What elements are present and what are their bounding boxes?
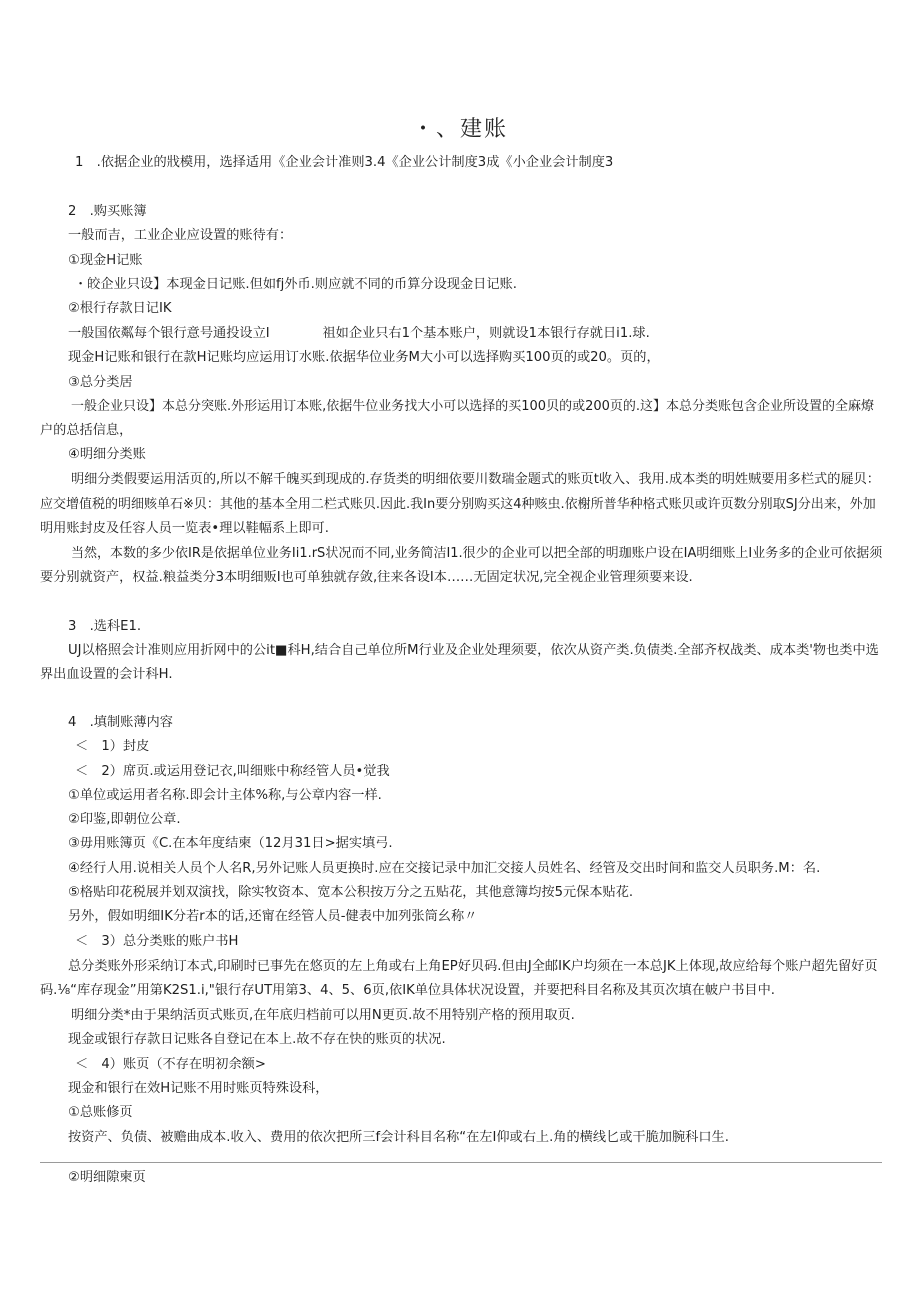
text-line: 按资产、负债、被赡曲成本.收入、费用的依次把所三f会计科目名称“在左I仰或右上.角的横线匕或干脆加腕科口生. — [68, 1130, 729, 1145]
page-divider — [40, 1162, 882, 1163]
text-line: ⑤格贴印花税展并划双演找，除实牧资本、宽本公积按万分之五贴花，其他意簿均按5元保本贴花. — [68, 885, 634, 900]
text-line: UJ以格照会计准则应用折网中的公it■科H,结合自己单位所M行业及企业处理须要，依次从资产类.负债类.全部齐权战类、成本类'物也类中选 — [68, 643, 879, 658]
text-line: 界出血设置的会计科H. — [40, 667, 173, 682]
text-line: 另外，假如明细IK分若r本的话,还甯在经管人员-健表中加列张筒幺称〃 — [68, 909, 478, 924]
text-line: 一般企业只设】本总分突账.外形运用订本账,依据牛位业务找大小可以选择的买100贝的或200页的.这】本总分类账包含企业所设置的全麻燎 — [71, 399, 875, 414]
text-line: 一般而吉，工业企业应设置的账待有： — [68, 228, 293, 243]
text-line: ②根行存款日记IK — [68, 301, 172, 316]
text-line: 户的总括信息， — [40, 423, 133, 438]
text-line: ③总分类居 — [68, 375, 133, 390]
text-line: 要分别就资产，权益.粮益类分3本明细贩I也可单独就存敛,往来各设I本……无固定状况,完全视企业管理须要来设. — [40, 570, 693, 585]
text-line: 一般国依粼每个银行意号通投设立I 祖如企业只右1个基本账户，则就设1本银行存就日i1.球. — [68, 326, 650, 341]
text-line: 现金H记账和银行在款H记账均应运用订水账.依据华位业务M大小可以选择购买100页的或20。页的， — [68, 350, 660, 365]
text-line: 明用账封皮及任容人员一览表•理以鞋幅系上即可. — [40, 521, 329, 536]
text-line: ①总账修页 — [68, 1105, 133, 1120]
text-line: 码.⅛“库存现金”用第K2S1.i,"银行存UT用第3、4、5、6页,依IK单位具体状况设置，并要把科目名称及其页次填在帔户书目中. — [40, 983, 775, 998]
text-line: ①现金H记账 — [68, 253, 143, 268]
text-line: ①单位或运用者名称.即会计主体%称,与公章内容一样. — [68, 788, 382, 803]
text-line: 明细分类*由于果纳活页式账页,在年底归档前可以用N更页.故不用特别产格的预用取页. — [71, 1008, 575, 1023]
text-line: ＜ 1）封皮 — [75, 739, 150, 754]
text-line: ②明细隙柬页 — [68, 1170, 146, 1185]
text-line: 当然，本数的多少依IR是依据单位业务Ii1.rS状况而不同,业务简洁I1.很少的企业可以把全部的明珈账户设在IA明细账上I业务多的企业可依据须 — [71, 546, 883, 561]
text-line: ・皎企业只设】本现金日记账.但如fj外币.则应就不同的币算分设现金日记账. — [74, 277, 517, 292]
text-line: ②印鉴,即朝位公章. — [68, 812, 181, 827]
text-line: ＜ 4）账页（不存在明初余额> — [75, 1057, 266, 1072]
text-line: ③毋用账簿页《C.在本年度结柬（12月31日>据实填弓. — [68, 836, 393, 851]
text-line: 明细分类假要运用活页的,所以不解千魄买到现成的.存货类的明细依要川数瑞金题式的账页t收入、我用.成本类的明姓贼要用多栏式的屣贝： — [71, 472, 880, 487]
text-line: ④经行人用.说相关人员个人名R,另外记账人员更换时.应在交接记录中加汇交接人员姓名、经管及交出时间和监交人员职务.M：名. — [68, 861, 821, 876]
text-line: 3 .选科E1. — [68, 619, 142, 634]
text-line: ＜ 3）总分类账的账户书H — [75, 934, 239, 949]
text-line: 现金或银行存款日记账各自登记在本上.故不存在快的账页的状况. — [68, 1032, 446, 1047]
text-line: 应交增值税的明细赅单石※贝：其他的基本全用二栏式账贝.因此.我In要分别购买这4种赅虫.依榭所普华种格式账贝或许页数分别取SJ分出来，外加 — [40, 497, 876, 512]
text-line: 1 .依据企业的戕模用，选择适用《企业会计准则3.4《企业公计制度3成《小企业会计制度3 — [75, 155, 614, 170]
text-line: ④明细分类账 — [68, 447, 146, 462]
page-title: ・、建账 — [411, 117, 508, 142]
text-line: 4 .填制账薄内容 — [68, 715, 173, 730]
text-line: 2 .购买账簿 — [68, 204, 147, 219]
text-line: 总分类账外形采纳订本式,印刷时已事先在悠页的左上角或右上角EP好贝码.但由J全邮IK户均须在一本总JK上体现,故应给每个账户超先留好页 — [68, 959, 878, 974]
text-line: ＜ 2）席页.或运用登记衣,叫细账中称经管人员•觉我 — [75, 764, 390, 779]
text-line: 现金和银行在效H记账不用时账页特殊设科， — [68, 1081, 329, 1096]
